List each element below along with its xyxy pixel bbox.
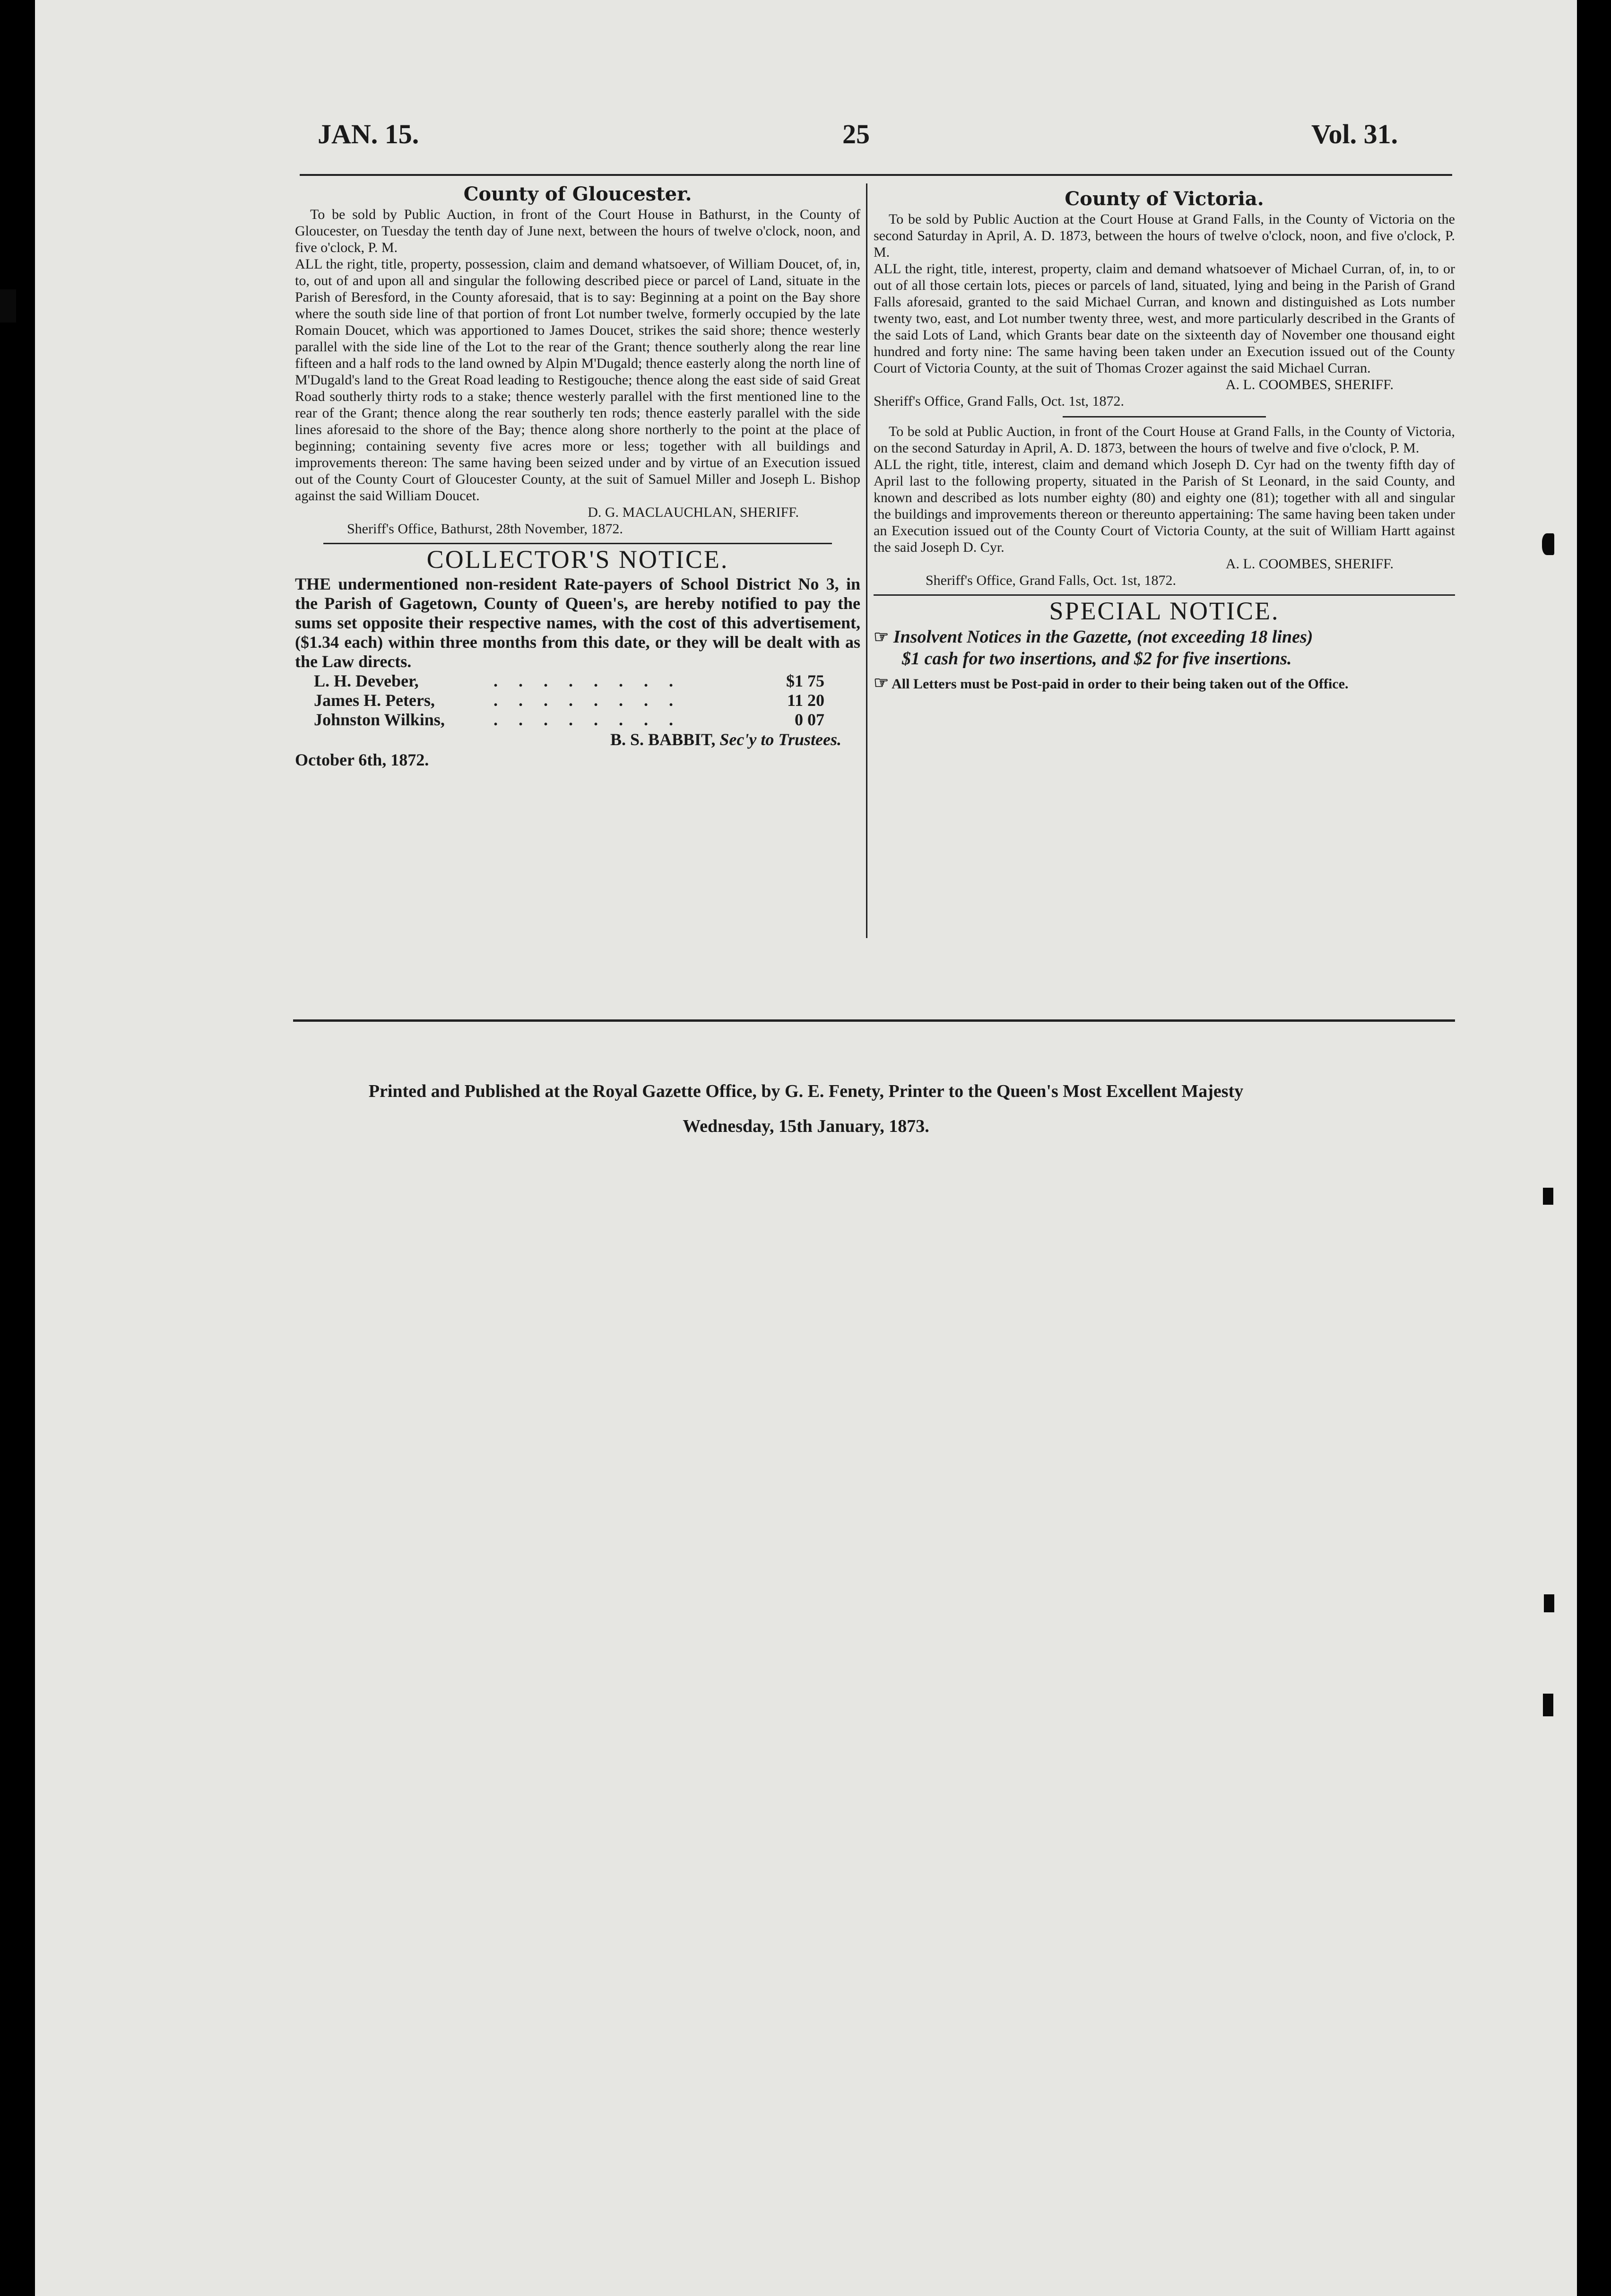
ratepayer-dots: ........ (494, 710, 694, 729)
ratepayer-row (314, 671, 860, 691)
ratepayer-amount: $1 75 (786, 671, 824, 690)
right-divider-2 (874, 594, 1455, 596)
ratepayer-row (314, 691, 860, 710)
left-divider-1 (323, 543, 832, 544)
collector-signer-line (295, 730, 860, 749)
victoria-body-1: ALL the right, title, interest, property, claim and demand whatsoever of Michael Curran, of, in, to or out of all those certain lots, pieces or parcels of land, situated, lying and being in the Parish of Grand Falls aforesaid, granted to the said Michael Curran, and known and distinguished as Lots number twenty two, east, and Lot number twenty three, west, and more particularly described in the Grants of the said Lots of Land, which Grants bear date on the sixteenth day of November one thousand eight hundred and forty nine: The same having been taken under an Execution issued out of the County Court of Victoria County, at the suit of Thomas Crozer against the said Michael Curran. (874, 261, 1455, 376)
ratepayer-amount: 11 20 (787, 691, 824, 710)
special-notice-heading: SPECIAL NOTICE. (1049, 597, 1280, 625)
footer-rule (293, 1019, 1455, 1022)
victoria-signature-2: A. L. COOMBES, SHERIFF. (1225, 556, 1394, 572)
column-rule (866, 183, 867, 938)
special-notice-text-1: Insolvent Notices in the Gazette, (not exceeding 18 lines) (893, 627, 1313, 647)
victoria-office-1: Sheriff's Office, Grand Falls, Oct. 1st, 1872. (874, 393, 1125, 409)
issue-date: JAN. 15. (318, 119, 419, 149)
gloucester-office: Sheriff's Office, Bathurst, 28th November, 1872. (347, 521, 623, 537)
collector-date: October 6th, 1872. (295, 750, 429, 769)
volume-number: Vol. 31. (1311, 119, 1398, 149)
header-rule (300, 174, 1452, 176)
right-divider-1 (1063, 416, 1266, 417)
page-number: 25 (842, 119, 870, 149)
victoria-intro-2: To be sold at Public Auction, in front of the Court House at Grand Falls, in the County of Victoria, on the second Saturday in April, A. D. 1873, between the hours of twelve and five o'clock, P. M. (874, 424, 1455, 456)
ratepayer-dots: ........ (494, 691, 694, 710)
ratepayer-list (295, 671, 860, 730)
ratepayer-amount: 0 07 (795, 710, 824, 729)
collector-heading: COLLECTOR'S NOTICE. (426, 545, 729, 574)
victoria-intro-1: To be sold by Public Auction at the Court House at Grand Falls, in the County of Victoria on the second Saturday in April, A. D. 1873, between the hours of twelve o'clock, noon, and five o'clock, P. M. (874, 211, 1455, 260)
special-notice-line-2: $1 cash for two insertions, and $2 for five insertions. (902, 649, 1292, 669)
ratepayer-name: James H. Peters, (314, 691, 435, 710)
scan-mark-right-3 (1544, 1594, 1554, 1612)
ratepayer-name: Johnston Wilkins, (314, 710, 445, 729)
ratepayer-row (314, 710, 860, 730)
scan-mark-right-2 (1543, 1188, 1553, 1205)
ratepayer-dots: ........ (494, 671, 694, 690)
victoria-body-2: ALL the right, title, interest, claim and demand which Joseph D. Cyr had on the twenty fifth day of April last to the following property, situated in the Parish of St Leonard, in the said County, and known and described as lots number eighty (80) and eighty one (81); together with all and singular the buildings and improvements thereon or thereunto appertaining: The same having been taken under an Execution issued out of the County Court of Victoria County, at the suit of William Hartt against the said Joseph D. Cyr. (874, 457, 1455, 555)
collector-signer: B. S. BABBIT, (610, 730, 716, 749)
gloucester-intro: To be sold by Public Auction, in front of the Court House in Bathurst, in the County of Gloucester, on Tuesday the tenth day of June next, between the hours of twelve o'clock, noon, and five o'clock, P. M. (295, 207, 860, 255)
imprint-date: Wednesday, 15th January, 1873. (683, 1116, 929, 1136)
left-column (295, 183, 860, 770)
letters-notice-text: All Letters must be Post-paid in order to their being taken out of the Office. (892, 676, 1349, 692)
pointing-hand-icon: ☞ (874, 673, 889, 692)
special-notice-line-1 (874, 626, 1455, 648)
victoria-signature-1: A. L. COOMBES, SHERIFF. (1225, 377, 1394, 392)
pointing-hand-icon: ☞ (874, 627, 889, 646)
right-column (874, 187, 1455, 693)
gloucester-heading: County of Gloucester. (463, 183, 692, 205)
ratepayer-name: L. H. Deveber, (314, 671, 419, 690)
gazette-page (35, 0, 1577, 2296)
scan-mark-right-4 (1543, 1694, 1553, 1716)
scan-mark-left (0, 289, 16, 322)
gloucester-body: ALL the right, title, property, possession, claim and demand whatsoever, of William Doucet, of, in, to, out of and upon all and singular the following described piece or parcel of Land, situate in the Parish of Beresford, in the County aforesaid, that is to say: Beginning at a point on the Bay shore where the south side line of that portion of front Lot number twelve, formerly occupied by the late Romain Doucet, which was apportioned to James Doucet, strikes the said shore; thence westerly parallel with the side line of the Lot to the rear of the Grant; thence southerly along the rear line fifteen and a half rods to the land owned by Alpin M'Dugald; thence easterly along the north line of M'Dugald's land to the Great Road leading to Restigouche; thence along the east side of said Great Road southerly thirty rods to a stake; thence westerly parallel with the first mentioned line to the rear of the Grant; thence along the rear southerly ten rods; thence easterly parallel with the side lines aforesaid to the shore of the Bay; thence along shore northerly to the point at the place of beginning; containing seventy five acres more or less; together with all buildings and improvements thereon: The same having been seized under and by virtue of an Execution issued out of the County Court of Gloucester County, at the suit of Samuel Miller and Joseph L. Bishop against the said William Doucet. (295, 256, 860, 504)
victoria-office-2: Sheriff's Office, Grand Falls, Oct. 1st, 1872. (926, 573, 1177, 588)
letters-notice-line (874, 674, 1455, 693)
gloucester-signature: D. G. MACLAUCHLAN, SHERIFF. (588, 504, 799, 520)
imprint-line: Printed and Published at the Royal Gazette Office, by G. E. Fenety, Printer to the Queen's Most Excellent Majesty (368, 1081, 1244, 1101)
scan-mark-right-1 (1542, 533, 1554, 555)
victoria-heading: County of Victoria. (1065, 188, 1264, 210)
collector-signer-title: Sec'y to Trustees. (719, 730, 841, 749)
collector-body: THE undermentioned non-resident Rate-payers of School District No 3, in the Parish of Gagetown, County of Queen's, are hereby notified to pay the sums set opposite their respective names, with the cost of this advertisement, ($1.34 each) within three months from this date, or they will be dealt with as the Law directs. (295, 574, 860, 671)
